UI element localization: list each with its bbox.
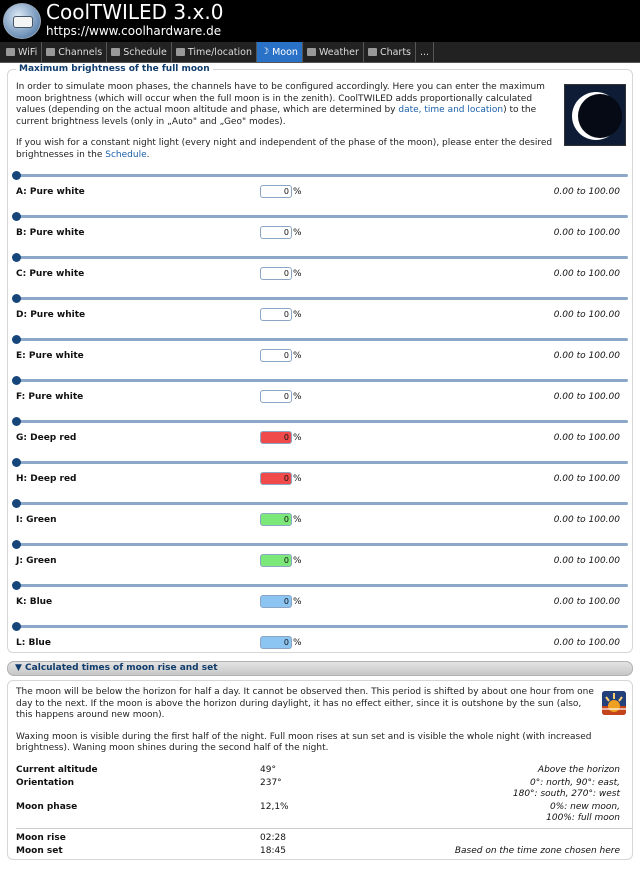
channel-range: 0.00 to 100.00 [553,556,620,566]
row-note: 0°: north, 90°: east, 180°: south, 270°: west [512,777,620,799]
channel-label: E: Pure white [16,351,84,361]
channel-row [16,344,626,376]
channel-range: 0.00 to 100.00 [553,638,620,648]
moonrise-icon [602,691,626,715]
slider-handle[interactable] [12,253,21,262]
tab-label: ... [420,46,430,58]
channel-label: L: Blue [16,638,51,648]
tab-moon[interactable] [257,42,303,62]
percent-unit: % [293,433,302,443]
slider-track [18,584,628,587]
percent-unit: % [293,597,302,607]
moon-data-row [16,802,626,826]
brightness-slider[interactable] [12,417,628,426]
channel-range: 0.00 to 100.00 [553,474,620,484]
channel-range: 0.00 to 100.00 [553,351,620,361]
channel-range: 0.00 to 100.00 [553,392,620,402]
channel-brightness-input[interactable]: 0 [260,390,292,403]
channel-label: K: Blue [16,597,53,607]
channel-label: G: Deep red [16,433,77,443]
channel-label: I: Green [16,515,57,525]
channels-icon [46,48,55,56]
brightness-slider[interactable] [12,622,628,631]
app-subtitle: https://www.coolhardware.de [46,24,222,38]
channel-label: B: Pure white [16,228,85,238]
brightness-slider[interactable] [12,581,628,590]
slider-track [18,420,628,423]
moon-rise-row [16,833,626,846]
channel-brightness-input[interactable]: 0 [260,472,292,485]
moon-icon: ☽ [261,47,270,57]
moon-rise-label: Moon rise [16,832,66,843]
channel-row [16,590,626,622]
channel-brightness-input[interactable]: 0 [260,513,292,526]
slider-track [18,174,628,177]
clock-icon [176,48,185,56]
slider-handle[interactable] [12,458,21,467]
percent-unit: % [293,310,302,320]
brightness-slider[interactable] [12,499,628,508]
channel-row [16,426,626,458]
channel-label: H: Deep red [16,474,77,484]
channel-row [16,385,626,417]
slider-handle[interactable] [12,581,21,590]
channel-row [16,262,626,294]
channel-label: D: Pure white [16,310,86,320]
channel-label: A: Pure white [16,187,85,197]
channel-range: 0.00 to 100.00 [553,187,620,197]
percent-unit: % [293,474,302,484]
slider-track [18,502,628,505]
moon-rise-value: 02:28 [260,832,286,843]
tab-schedule[interactable] [107,42,172,62]
moon-data-rows [16,765,626,859]
slider-handle[interactable] [12,417,21,426]
slider-handle[interactable] [12,335,21,344]
brightness-slider[interactable] [12,540,628,549]
tab-bar [0,42,640,63]
channel-brightness-input[interactable]: 0 [260,349,292,362]
tab-label: Schedule [123,46,167,58]
channel-label: C: Pure white [16,269,85,279]
brightness-slider[interactable] [12,253,628,262]
tab-time-location[interactable] [172,42,257,62]
channel-range: 0.00 to 100.00 [553,269,620,279]
brightness-slider[interactable] [12,212,628,221]
intro-text: In order to simulate moon phases, the channels have to be configured accordingly. Here you can enter the maximum moon brightness (which will occur when the full moon is in the zenith). CoolTWILED adds proportionally calculated values (depending on the actual moon altitude and phase, which are determined by date, time and location) to the current brightness levels (only in „Auto" and „Geo" modes). If you wish for a constant night light (every night and independent of the phase of the moon), please enter the desired brightnesses in the Schedule. [16,82,553,160]
moon-times-text: The moon will be below the horizon for half a day. It cannot be observed then. This period is shifted by about one hour from one day to the next. If the moon is above the horizon during daylight, it has no effect either, since it is outshone by the sun (also, this happens around new moon). Waxing moon is visible during the first half of the night. Full moon rises at sun set and is visible the whole night (with increased brightness). Waning moon shines during the second half of the night. [16,687,594,753]
tab-wifi[interactable] [2,42,42,62]
percent-unit: % [293,351,302,361]
moon-data-row [16,778,626,802]
slider-handle[interactable] [12,212,21,221]
tab-label: WiFi [18,46,38,58]
percent-unit: % [293,638,302,648]
tab-charts[interactable] [364,42,416,62]
percent-unit: % [293,228,302,238]
channel-row [16,549,626,581]
tab-more[interactable] [416,42,434,62]
brightness-slider[interactable] [12,376,628,385]
row-note: 0%: new moon, 100%: full moon [546,801,620,823]
brightness-slider[interactable] [12,171,628,180]
channel-brightness-input[interactable]: 0 [260,185,292,198]
channel-row [16,221,626,253]
channel-list [16,171,626,663]
row-label: Current altitude [16,764,98,775]
app-title: CoolTWILED 3.x.0 [46,0,224,24]
channel-label: J: Green [16,556,57,566]
channel-brightness-input[interactable]: 0 [260,267,292,280]
full-moon-brightness-section [7,64,633,653]
channel-row [16,180,626,212]
slider-track [18,215,628,218]
channel-label: F: Pure white [16,392,84,402]
logo-icon [3,3,41,39]
schedule-link[interactable]: Schedule [105,149,147,160]
date-time-location-link[interactable]: date, time and location [398,105,504,115]
moon-times-section [7,680,633,860]
tab-channels[interactable] [42,42,107,62]
percent-unit: % [293,515,302,525]
row-label: Moon phase [16,801,78,812]
moon-set-label: Moon set [16,845,63,856]
slider-track [18,625,628,628]
moon-times-accordion-header[interactable]: ▼ Calculated times of moon rise and set [7,661,633,676]
moon-phase-image [564,84,626,146]
channel-row [16,303,626,335]
channel-brightness-input[interactable]: 0 [260,554,292,567]
row-note: Above the horizon [537,764,620,775]
channel-brightness-input[interactable]: 0 [260,226,292,239]
channel-row [16,508,626,540]
channel-brightness-input[interactable]: 0 [260,595,292,608]
channel-brightness-input[interactable]: 0 [260,431,292,444]
tab-label: Charts [379,46,411,58]
percent-unit: % [293,187,302,197]
percent-unit: % [293,392,302,402]
brightness-slider[interactable] [12,294,628,303]
slider-handle[interactable] [12,622,21,631]
tab-label: Time/location [187,46,253,58]
brightness-slider[interactable] [12,458,628,467]
row-value: 237° [260,777,282,788]
moon-set-value: 18:45 [260,845,286,856]
slider-handle[interactable] [12,540,21,549]
slider-track [18,338,628,341]
channel-brightness-input[interactable]: 0 [260,308,292,321]
brightness-slider[interactable] [12,335,628,344]
channel-range: 0.00 to 100.00 [553,228,620,238]
app-header [0,0,640,42]
row-value: 49° [260,764,276,775]
channel-range: 0.00 to 100.00 [553,597,620,607]
divider [16,828,632,829]
tab-label: Weather [318,46,359,58]
wifi-icon [6,48,15,56]
percent-unit: % [293,556,302,566]
channel-range: 0.00 to 100.00 [553,310,620,320]
row-value: 12,1% [260,801,289,812]
slider-track [18,543,628,546]
schedule-icon [111,48,120,56]
slider-handle[interactable] [12,376,21,385]
tab-label: Channels [58,46,103,58]
percent-unit: % [293,269,302,279]
tab-label: Moon [272,46,298,58]
channel-brightness-input[interactable]: 0 [260,636,292,649]
slider-track [18,256,628,259]
moon-set-row [16,846,626,859]
tab-weather[interactable] [303,42,364,62]
row-label: Orientation [16,777,75,788]
channel-range: 0.00 to 100.00 [553,515,620,525]
slider-handle[interactable] [12,171,21,180]
slider-track [18,297,628,300]
moon-data-row [16,765,626,778]
slider-track [18,461,628,464]
channel-row [16,467,626,499]
channel-row [16,631,626,663]
slider-handle[interactable] [12,294,21,303]
section-title: Maximum brightness of the full moon [16,64,213,74]
chart-icon [368,48,377,56]
slider-handle[interactable] [12,499,21,508]
weather-icon [307,48,316,56]
slider-track [18,379,628,382]
channel-range: 0.00 to 100.00 [553,433,620,443]
timezone-note: Based on the time zone chosen here [454,845,620,856]
